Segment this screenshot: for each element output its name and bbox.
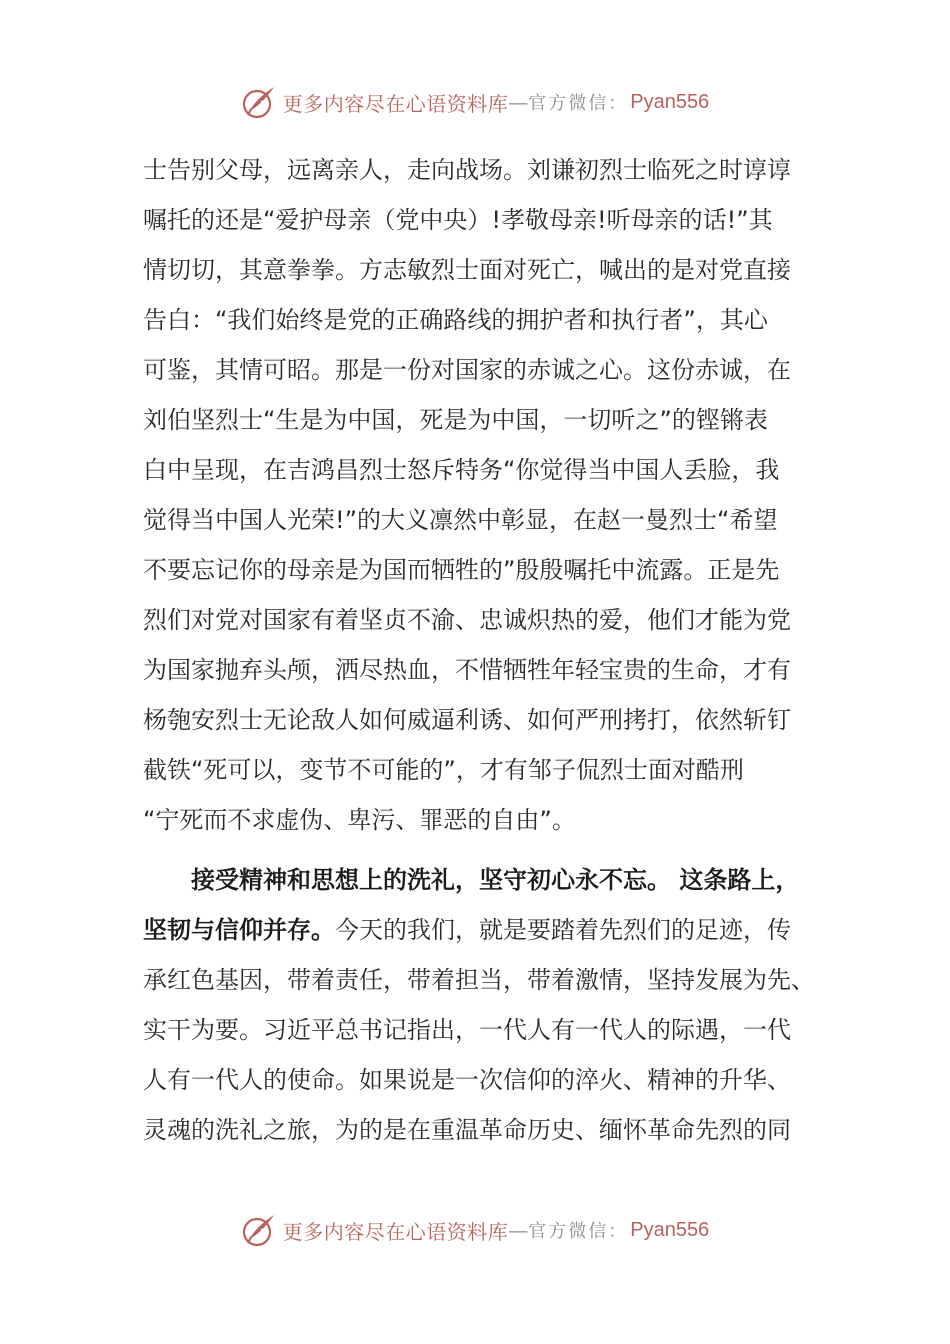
footer-wechat-id: Pyan556 bbox=[630, 1218, 710, 1241]
text-line: 截铁“死可以，变节不可能的”，才有邹子侃烈士面对酷刑 bbox=[143, 756, 744, 784]
paragraph-2 bbox=[143, 855, 833, 1155]
text-line: 情切切，其意拳拳。方志敏烈士面对死亡，喊出的是对党直接 bbox=[143, 256, 791, 284]
text-line: 烈们对党对国家有着坚贞不渝、忠诚炽热的爱，他们才能为党 bbox=[143, 606, 791, 634]
quill-logo-icon bbox=[241, 84, 277, 120]
text-line: 杨匏安烈士无论敌人如何威逼利诱、如何严刑拷打，依然斩钉 bbox=[143, 706, 791, 734]
text-line: 士告别父母，远离亲人，走向战场。刘谦初烈士临死之时谆谆 bbox=[143, 156, 791, 184]
text-line: 实干为要。习近平总书记指出，一代人有一代人的际遇，一代 bbox=[143, 1016, 791, 1044]
footer-wechat-label: 官方微信： bbox=[528, 1221, 629, 1242]
text-line: 刘伯坚烈士“生是为中国，死是为中国，一切听之”的铿锵表 bbox=[143, 406, 768, 434]
text-line: 嘱托的还是“爱护母亲（党中央）!孝敬母亲!听母亲的话!”其 bbox=[143, 206, 773, 234]
text-line: 承红色基因，带着责任，带着担当，带着激情，坚持发展为先、 bbox=[143, 966, 815, 994]
footer-brand-text: 更多内容尽在心语资料库 bbox=[282, 1219, 509, 1244]
text-line bbox=[143, 905, 833, 955]
footer-banner bbox=[0, 1210, 950, 1250]
text-span: 今天的我们，就是要踏着先烈们的足迹，传 bbox=[335, 916, 791, 944]
bold-heading-text: 坚韧与信仰并存。 bbox=[143, 916, 335, 944]
text-line: 灵魂的洗礼之旅，为的是在重温革命历史、缅怀革命先烈的同 bbox=[143, 1116, 791, 1144]
text-line: 为国家抛弃头颅，洒尽热血，不惜牺牲年轻宝贵的生命，才有 bbox=[143, 656, 791, 684]
header-brand-text: 更多内容尽在心语资料库 bbox=[282, 91, 509, 116]
footer-dash: — bbox=[508, 1218, 529, 1242]
paragraph-1 bbox=[143, 145, 833, 845]
header-wechat-id: Pyan556 bbox=[630, 90, 710, 113]
header-dash: — bbox=[508, 90, 529, 114]
document-body bbox=[143, 145, 833, 1155]
text-line: 不要忘记你的母亲是为国而牺牲的”殷殷嘱托中流露。正是先 bbox=[143, 556, 780, 584]
text-line: 觉得当中国人光荣!”的大义凛然中彰显，在赵一曼烈士“希望 bbox=[143, 506, 778, 534]
text-line: 白中呈现，在吉鸿昌烈士怒斥特务“你觉得当中国人丢脸，我 bbox=[143, 456, 780, 484]
text-line bbox=[143, 855, 833, 905]
quill-logo-icon bbox=[241, 1212, 277, 1248]
bold-heading-text: 接受精神和思想上的洗礼，坚守初心永不忘。 这条路上， bbox=[191, 866, 800, 894]
text-line: “宁死而不求虚伪、卑污、罪恶的自由”。 bbox=[143, 806, 576, 834]
header-banner bbox=[0, 82, 950, 122]
text-line: 可鉴，其情可昭。那是一份对国家的赤诚之心。这份赤诚，在 bbox=[143, 356, 791, 384]
text-line: 告白：“我们始终是党的正确路线的拥护者和执行者”，其心 bbox=[143, 306, 768, 334]
text-line: 人有一代人的使命。如果说是一次信仰的淬火、精神的升华、 bbox=[143, 1066, 791, 1094]
header-wechat-label: 官方微信： bbox=[528, 93, 629, 114]
